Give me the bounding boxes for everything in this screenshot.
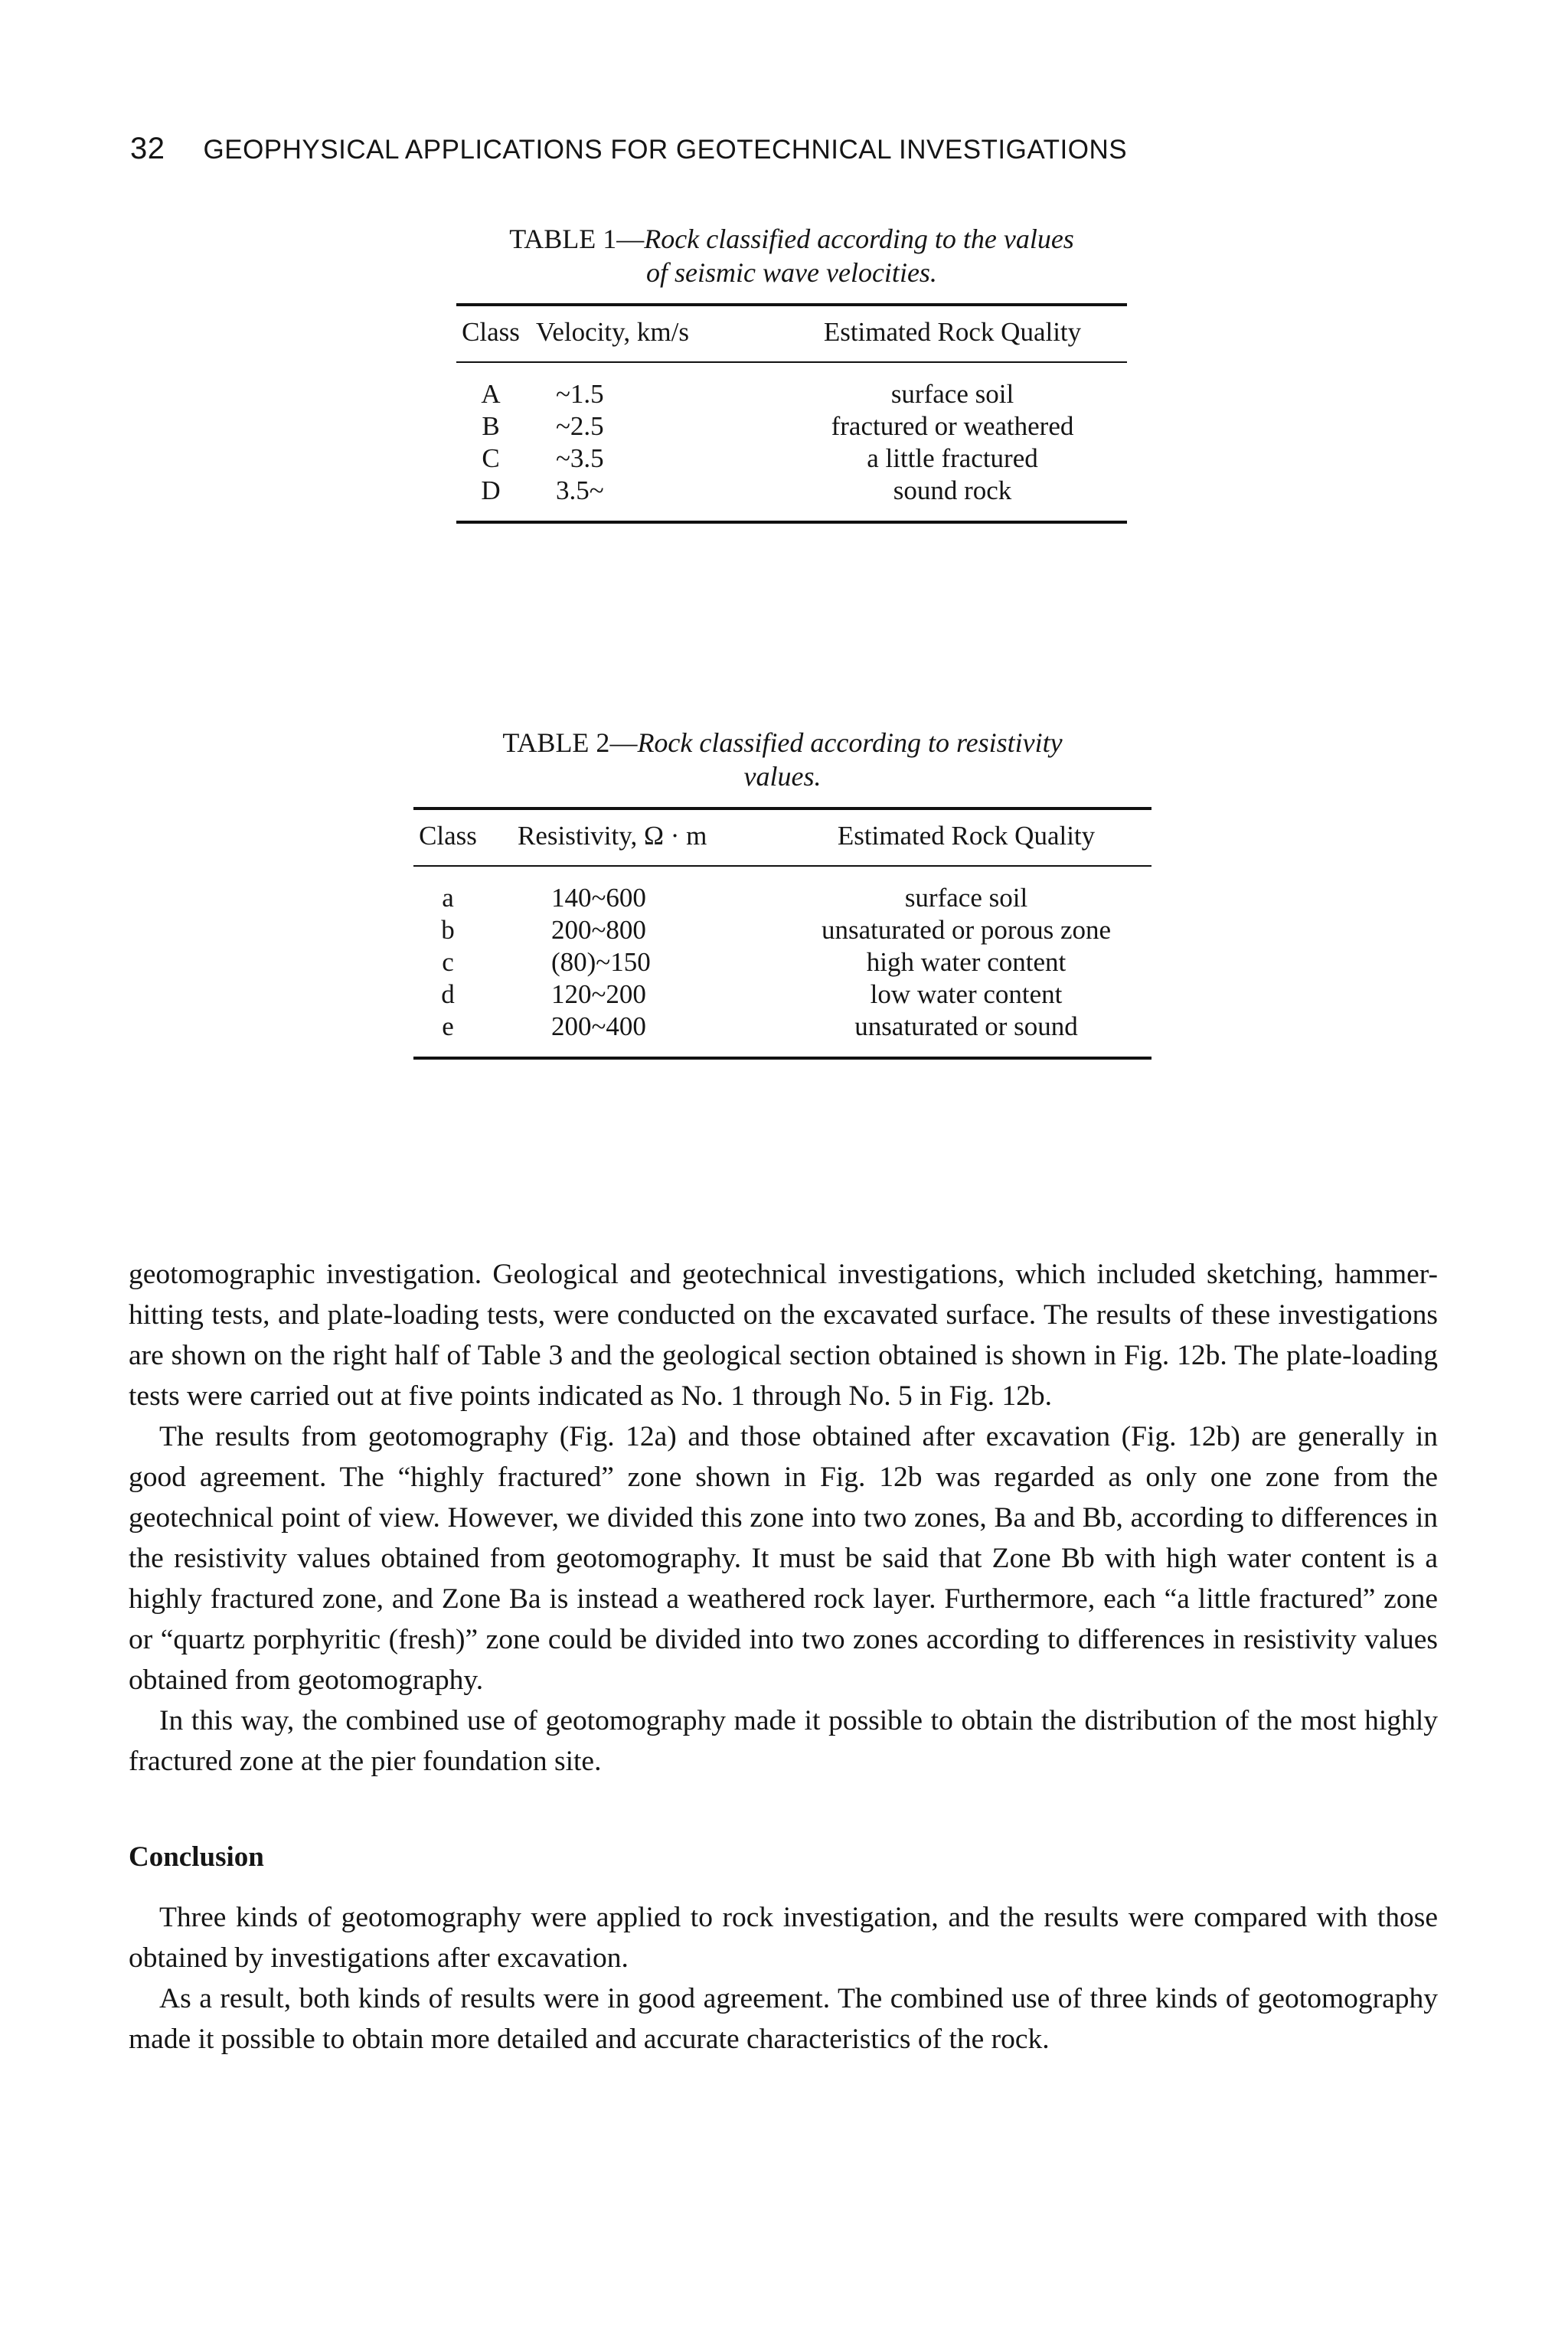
table-2-title-line2: values. (743, 761, 822, 792)
table-1-col-class: Class (456, 305, 525, 362)
cell-velocity: ~1.5 (556, 379, 604, 409)
table-2-caption: TABLE 2—Rock classified according to resistivity values. (413, 726, 1152, 793)
table-row (456, 475, 1127, 522)
table-2-col-class: Class (413, 808, 482, 866)
cell-class: C (482, 443, 500, 473)
table-2-col-resistivity: Resistivity, Ω · m (482, 808, 781, 866)
table-2-col-quality: Estimated Rock Quality (781, 808, 1152, 866)
cell-quality: surface soil (890, 379, 1014, 409)
cell-class: d (441, 979, 455, 1009)
cell-velocity: 3.5~ (556, 475, 604, 505)
cell-resistivity: 140~600 (551, 883, 646, 913)
table-row (413, 1011, 1152, 1058)
cell-velocity: ~3.5 (556, 443, 604, 473)
running-head (130, 132, 1432, 166)
cell-quality: unsaturated or sound (854, 1011, 1078, 1041)
cell-quality: low water content (870, 979, 1063, 1009)
table-1-title-line2: of seismic wave velocities. (646, 257, 937, 288)
table-1-col-velocity: Velocity, km/s (525, 305, 778, 362)
table-2-title-line1: Rock classified according to resistivity (637, 727, 1063, 758)
cell-resistivity: 200~400 (551, 1011, 646, 1041)
cell-class: e (442, 1011, 454, 1041)
cell-resistivity: 120~200 (551, 979, 646, 1009)
body-paragraph-3: In this way, the combined use of geotomography made it possible to obtain the distribution of the most highly fractured zone at the pier foundation site. (129, 1705, 1438, 1777)
table-1-col-quality: Estimated Rock Quality (778, 305, 1127, 362)
cell-class: D (481, 475, 501, 505)
table-1 (456, 222, 1127, 524)
table-row (456, 443, 1127, 475)
cell-quality: surface soil (904, 883, 1028, 913)
cell-class: c (442, 947, 454, 977)
cell-class: A (481, 379, 501, 409)
table-row (413, 978, 1152, 1011)
table-2-grid (413, 807, 1152, 1060)
table-1-grid (456, 303, 1127, 524)
body-paragraph-2: The results from geotomography (Fig. 12a) and those obtained after excavation (Fig. 12b) are generally in good agreement. The “highly fractured” zone shown in Fig. 12b was regarded as only one zone from the geotechnical point of view. However, we divided this zone into two zones, Ba and Bb, according to differences in the resistivity values obtained from geotomography. It must be said that Zone Bb with high water content is a highly fractured zone, and Zone Ba is instead a weathered rock layer. Furthermore, each “a little fractured” zone or “quartz porphyritic (fresh)” zone could be divided into two zones according to differences in resistivity values obtained from geotomography. (129, 1421, 1438, 1696)
body-text (129, 1254, 1438, 2060)
table-1-header-row (456, 305, 1127, 362)
conclusion-paragraph-2: As a result, both kinds of results were in good agreement. The combined use of three kinds of geotomography made it possible to obtain more detailed and accurate characteristics of the rock. (129, 1983, 1438, 2055)
running-title: GEOPHYSICAL APPLICATIONS FOR GEOTECHNICAL INVESTIGATIONS (203, 135, 1128, 165)
page-number: 32 (130, 132, 165, 165)
cell-quality: fractured or weathered (831, 411, 1074, 441)
cell-class: b (441, 915, 455, 945)
table-row (413, 866, 1152, 914)
cell-class: a (442, 883, 454, 913)
table-row (413, 914, 1152, 946)
conclusion-heading: Conclusion (129, 1841, 264, 1873)
cell-quality: sound rock (893, 475, 1012, 505)
table-1-title-line1: Rock classified according to the values (644, 224, 1074, 254)
cell-quality: unsaturated or porous zone (821, 915, 1112, 945)
conclusion-paragraph-1: Three kinds of geotomography were applied to rock investigation, and the results were compared with those obtained by investigations after excavation. (129, 1902, 1438, 1974)
table-1-caption: TABLE 1—Rock classified according to the values of seismic wave velocities. (456, 222, 1127, 289)
table-2 (413, 726, 1152, 1060)
table-1-label: TABLE 1 (509, 224, 617, 254)
cell-quality: high water content (866, 947, 1067, 977)
table-2-header-row (413, 808, 1152, 866)
cell-quality: a little fractured (867, 443, 1038, 473)
table-row (456, 362, 1127, 410)
cell-resistivity: (80)~150 (551, 947, 651, 977)
table-row (456, 410, 1127, 443)
table-row (413, 946, 1152, 978)
cell-resistivity: 200~800 (551, 915, 646, 945)
cell-class: B (482, 411, 500, 441)
body-paragraph-1: geotomographic investigation. Geological and geotechnical investigations, which included sketching, hammer-hitting tests, and plate-loading tests, were conducted on the excavated surface. The results of these investigations are shown on the right half of Table 3 and the geological section obtained is shown in Fig. 12b. The plate-loading tests were carried out at five points indicated as No. 1 through No. 5 in Fig. 12b. (129, 1259, 1438, 1412)
cell-velocity: ~2.5 (556, 411, 604, 441)
table-2-label: TABLE 2 (502, 727, 610, 758)
